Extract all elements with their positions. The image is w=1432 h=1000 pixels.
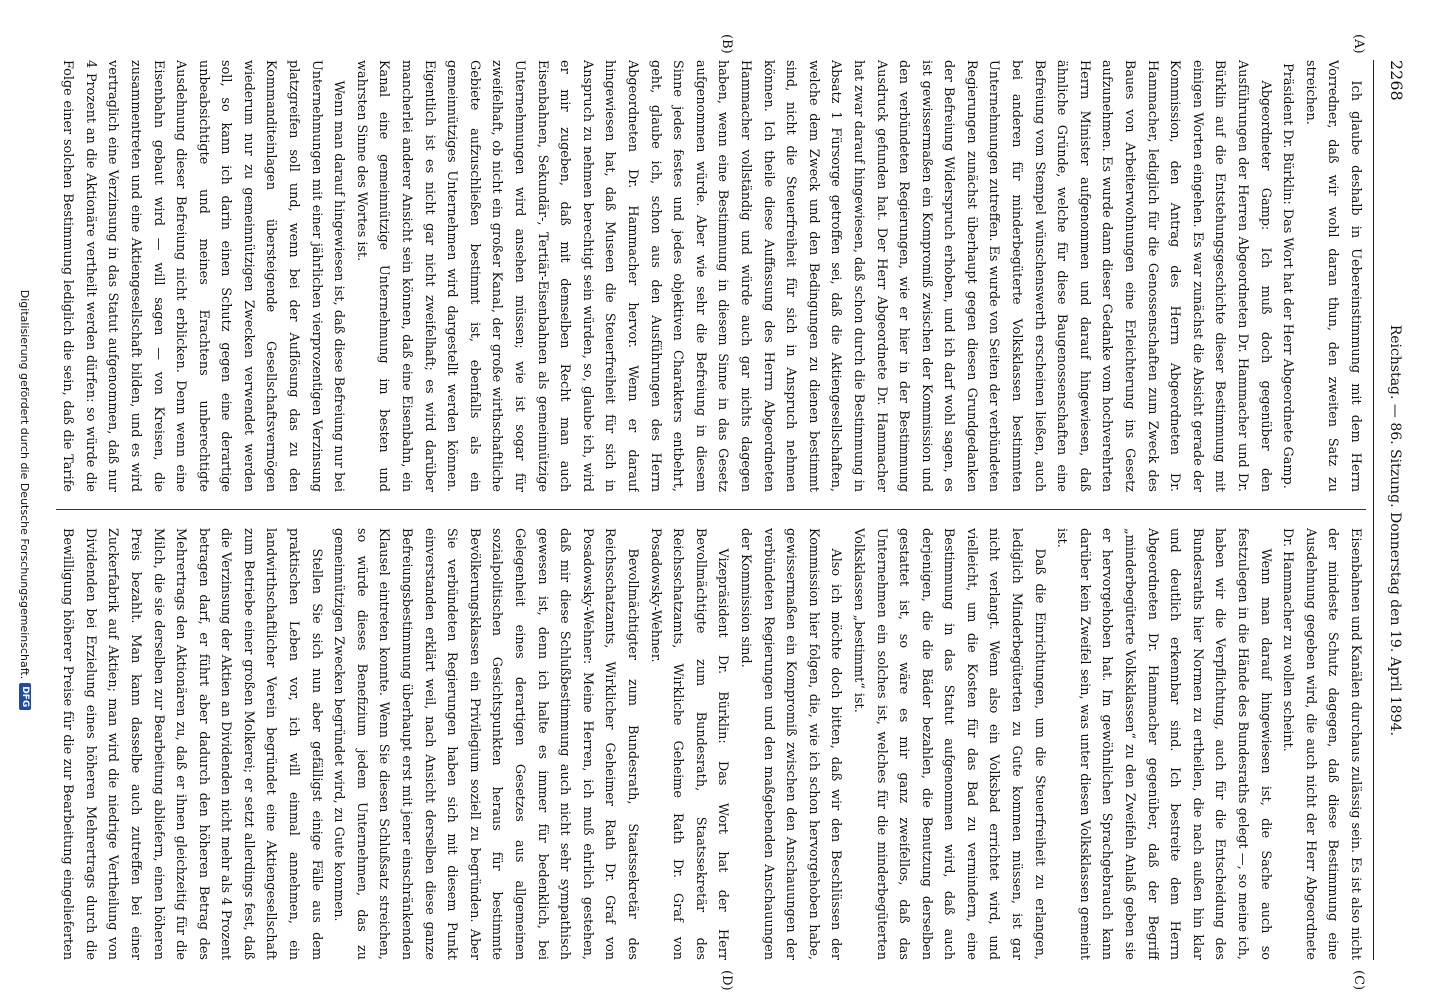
paragraph: Abgeordneter Gamp: Ich muß doch gegenüber den Ausführungen der Herren Abgeordneten Dr. Hammacher und Dr. Bürklin auf die Entstehungsgeschichte dieser Bestimmung mit einigen Worten eingehen. Es war zunächst die Absicht gerade der Kommission, den Antrag des Herrn Abgeordneten Dr. Hammacher, lediglich für die Genossenschaften zum Zweck des Baues von Arbeiterwohnungen eine Erleichterung ins Gesetz aufzunehmen. Es wurde dann dieser Gedanke vom hochverehrten Herrn Minister aufgenommen und darauf hingewiesen, daß ähnliche Gründe, welche für diese Baugenossenschaften eine Befreiung vom Stempel wünschenswerth erscheinen ließen, auch bei anderen für minderbegüterte Volksklassen bestimmten Unternehmungen zutreffen. Es wurde von Seiten der verbündeten Regierungen zunächst überhaupt gegen diesen Grundgedanken der Befreiung Widerspruch erhoben, und ich darf wohl sagen, es ist gewissermaßen ein Kompromiß zwischen der Kommission und den verbündeten Regierungen, wie er hier in der Bestimmung Ausdruck gefunden hat. Der Herr Abgeordnete Dr. Hammacher hat zwar darauf hingewiesen, daß schon durch die Bestimmung in Absatz 1 Fürsorge getroffen sei, daß die Aktiengesellschaften, welche dem Zweck und den Bedingungen zu dienen bestimmt sind, nicht die Steuerfreiheit für sich in Anspruch nehmen können. Ich theile diese Auffassung des Herrn Abgeordneten Hammacher vollständig und würde auch gar nichts dagegen haben, wenn eine Bestimmung in diesem Sinne in das Gesetz aufgenommen würde. Aber wie sehr die Befreiung in diesem Sinne jedes festes und jedes objektiven Charakters entbehrt, geht, glaube ich, schon aus den Ausführungen des Herrn Abgeordneten Dr. Hammacher hervor. Wenn er darauf hingewiesen hat, daß Museen die Steuerfreiheit für sich in Anspruch zu nehmen berechtigt sein würden, so, glaube ich, wird er mir zugeben, daß mit demselben Recht man auch Eisenbahnen, Sekundär-, Tertiär-Eisenbahnen als gemeinnützige Unternehmungen wird ansehen müssen; wie ist sogar für zweifelhaft, ob nicht ein großer Kanal, der große wirthschaftliche Gebiete aufzuschließen bestimmt ist, ebenfalls als ein gemeinnütziges Unternehmen wird dargestellt werden können. Eigentlich ist es nicht gar nicht zweifelhaft; es wird darüber mancherlei anderer Ansicht sein können, daß eine Eisenbahn, ein Kanal eine gemeinnützige Unternehmung im besten und wahrsten Sinne des Wortes ist. [353, 60, 1273, 492]
header-rule [1373, 60, 1374, 960]
column-divider [56, 509, 1366, 510]
margin-mark-b: (B) [719, 34, 734, 54]
footer-text: Digitalisierung gefördert durch die Deutsche Forschungsgemeinschaft. [18, 289, 32, 680]
paragraph: Stellen Sie sich nun aber gefälligst einige Fälle aus dem praktischen Leben vor, ich will einmal annehmen, ein landwirthschaftlicher Verein begründet eine Aktiengesellschaft zum Betriebe einer großen Molkerei; er setzt allerdings fest, daß die Verzinsung der Aktien an Dividenden nicht mehr als 4 Prozent betragen darf, er führt aber dadurch den höheren Betrag des Mehrertrags den Aktionären zu, daß er ihnen gleichzeitig für die Milch, die sie derselben zur Bearbeitung abliefern, einen höheren Preis bezahlt. Man kann dasselbe auch zutreffen bei einer Zuckerfabrik auf Aktien; man wird die niedrige Vertheilung von Dividenden bei Erzielung eines höheren Mehrertrags durch die Bewilligung höherer Preise für die zur Bearbeitung eingelieferten [60, 528, 324, 960]
paragraph: Daß die Einrichtungen, um die Steuerfreiheit zu erlangen, lediglich Minderbegüterten zu Gute kommen müssen, ist gar nicht verlangt. Wenn also ein Volksbad errichtet wird, und vielleicht, um die Kosten für das Bad zu vermindern, eine Bestimmung in das Statut aufgenommen wird, daß auch derjenigen, die die Bäder bezahlen, die Benutzung derselben gestattet ist, so wäre es mir ganz zweifellos, daß das Unternehmen ein solches ist, welches für die minderbegüterten Volksklassen „bestimmt“ ist. [850, 528, 1047, 960]
digitization-footer [12, 0, 38, 1000]
margin-mark-a: (A) [1351, 34, 1366, 54]
speaker-paragraph: Vizepräsident Dr. Bürklin: Das Wort hat der Herr Bevollmächtigte zum Bundesrath, Staatssekretär des Reichsschatzamts, Wirkliche Geheime Rath Dr. Graf von Posadowsky-Wehner. [647, 528, 731, 960]
page-header [1382, 60, 1406, 960]
paragraph: Also ich möchte doch bitten, daß wir den Beschlüssen der Kommission hier folgen, die, wie ich schon hervorgehoben habe, gewissermaßen ein Kompromiß zwischen den Anschauungen der verbündeten Regierungen und den maßgebenden Anschauungen der Kommission sind. [737, 528, 844, 960]
paragraph: Wenn man darauf hingewiesen ist, daß diese Befreiung nur bei Unternehmungen mit einer jährlichen vierprozentigen Verzinsung platzgreifen soll und, wenn bei der Auflösung das zu den Kommanditeinlagen übersteigende Gesellschaftsvermögen wiederum nur zu gemeinnützigen Zwecken verwendet werden soll, so kann ich darin einen Schutz gegen eine derartige unbeabsichtigte und meines Erachtens unberechtigte Ausdehnung dieser Befreiung nicht erblicken. Denn wenn eine Eisenbahn gebaut wird — will sagen — von Kreisen, die zusammentreten und eine Aktiengesellschaft bilden, und es wird vertraglich eine Verzinsung in das Statut aufgenommen, daß nur 4 Prozent an die Aktionäre vertheilt werden dürfen: so würde die Folge einer solchen Bestimmung lediglich die sein, daß die Tarife [60, 60, 347, 492]
paragraph: Wenn man darauf hingewiesen ist, die Sache auch so festzulegen in die Hände des Bundesraths gelegt —, so meine ich, haben wir die Verpflichtung, auch für die Entscheidung des Bundesraths hier Normen zu ertheilen, die nach außen hin klar und deutlich erkennbar sind. Ich bestreite dem Herrn Abgeordneten Dr. Hammacher gegenüber, daß der Begriff „minderbegüterte Volksklassen“ zu den Zweifeln Anlaß geben sie er hervorgehoben hat. Im gewöhnlichen Sprachgebrauch kann darüber kein Zweifel sein, was unter diesen Volksklassen gemeint ist. [1054, 528, 1273, 960]
margin-mark-d: (D) [719, 970, 734, 991]
left-column [56, 60, 1366, 492]
speaker-paragraph: Präsident Dr. Bürklin: Das Wort hat der Herr Abgeordnete Gamp. [1280, 63, 1296, 489]
speaker-paragraph: Bevollmächtigter zum Bundesrath, Staatssekretär des Reichsschatzamts, Wirklicher Geheimer Rath Dr. Graf von Posadowsky-Wehner: Meine Herren, ich muß ehrlich gestehen, daß mir diese Schlußbestimmung auch nicht sehr sympathisch gewesen ist, denn ich halte es immer für bedenklich, bei Gelegenheit eines derartigen Gesetzes aus allgemeinen sozialpolitischen Gesichtspunkten heraus für bestimmte Bevölkerungsklassen ein Privilegium soziell zu begründen. Aber Sie verbündeten Regierungen haben sich mit diesem Punkt einverstanden erklärt weil, nach Ansicht derselben diese ganze Befreiungsbestimmung überhaupt erst mit jener einschränkenden Klausel eintreten konnte. Wenn Sie diesen Schlußsatz streichen, so würde dieses Benefizium jedem Unternehmen, das zu gemeinnützigen Zwecken begründet wird, zu Gute kommen. [331, 528, 640, 960]
paragraph: Ich glaube deshalb in Uebereinstimmung mit dem Herrn Vorredner, daß wir wohl daran thun, den zweiten Satz zu streichen. [1302, 60, 1363, 492]
margin-mark-c: (C) [1351, 970, 1366, 991]
page-number: 2268 [1387, 60, 1406, 101]
dfg-logo-icon: DFG [19, 683, 31, 710]
running-header: Reichstag. — 86. Sitzung. Donnerstag den 19. April 1894. [1387, 324, 1403, 736]
paragraph: Eisenbahnen und Kanälen durchaus zulässig sein. Es ist also nicht der mindeste Schutz dagegen, daß diese Bestimmung eine Ausdehnung gegeben wird, die auch nicht der Herr Abgeordnete Dr. Hammacher zu wollen scheint. [1280, 528, 1363, 960]
right-column [56, 528, 1366, 960]
